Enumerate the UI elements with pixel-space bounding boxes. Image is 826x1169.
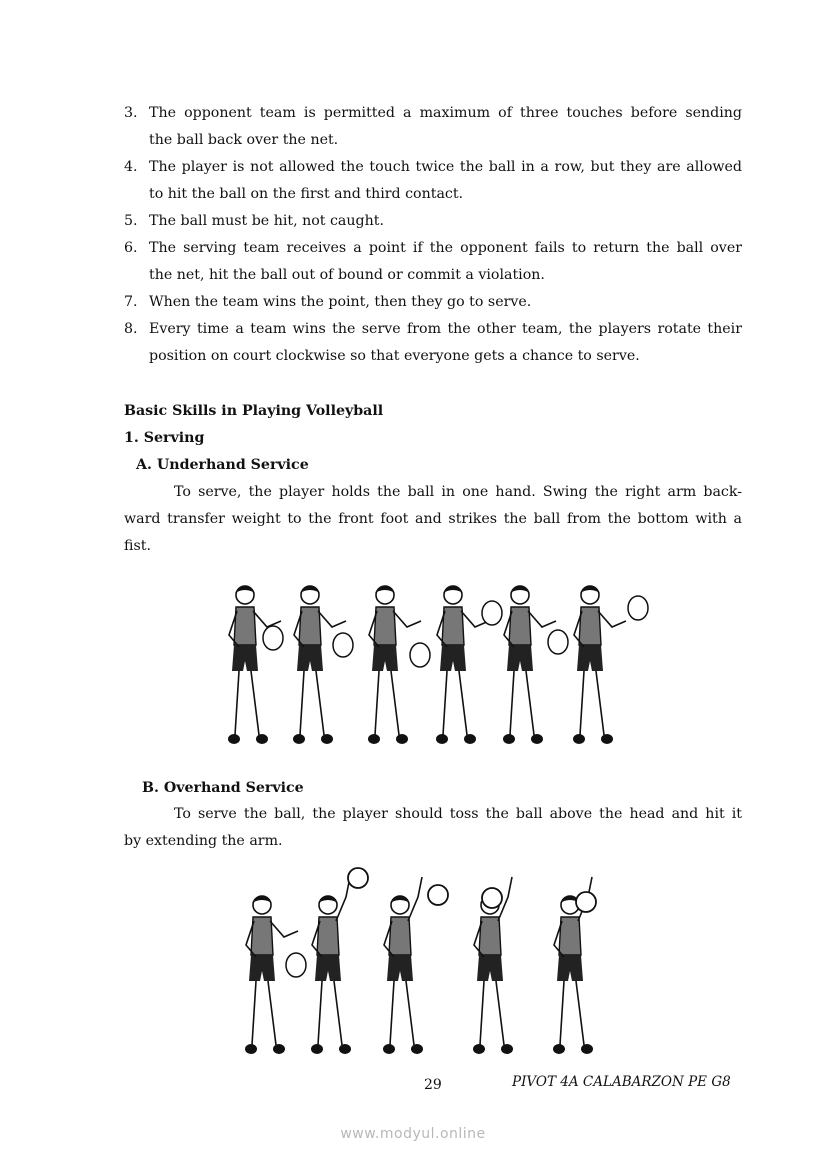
- shorts: [372, 645, 398, 671]
- rule-number: 5.: [124, 213, 138, 229]
- shorts: [232, 645, 258, 671]
- shorts: [507, 645, 533, 671]
- rule-text-line: the net, hit the ball out of bound or commit a violation.: [149, 267, 545, 283]
- shorts: [297, 645, 323, 671]
- shoe: [464, 734, 476, 744]
- shirt: [317, 917, 339, 955]
- rule-text-line: the ball back over the net.: [149, 132, 339, 148]
- shoe: [245, 1044, 257, 1054]
- shorts: [577, 645, 603, 671]
- shoe: [581, 1044, 593, 1054]
- watermark: www.modyul.online: [340, 1126, 486, 1142]
- legs: [318, 981, 342, 1045]
- volleyball: [548, 630, 568, 654]
- page-number: 29: [424, 1077, 442, 1093]
- shoe: [503, 734, 515, 744]
- player-figure: [503, 586, 568, 744]
- player-figure: [293, 586, 353, 744]
- shirt: [442, 607, 464, 645]
- shirt: [374, 607, 396, 645]
- shoe: [311, 1044, 323, 1054]
- shorts: [440, 645, 466, 671]
- arm: [253, 611, 281, 627]
- legs: [560, 981, 584, 1045]
- shoe: [501, 1044, 513, 1054]
- rule-text-line: The serving team receives a point if the opponent fails to return the ball over: [149, 240, 742, 256]
- rule-number: 8.: [124, 321, 138, 337]
- underhand-text-line-2: ward transfer weight to the front foot and strikes the ball from the bottom with a: [124, 511, 742, 527]
- arm: [528, 611, 556, 627]
- shorts: [249, 955, 275, 981]
- shirt: [251, 917, 273, 955]
- volleyball: [410, 643, 430, 667]
- underhand-text-line-3: fist.: [124, 538, 151, 554]
- rule-number: 6.: [124, 240, 138, 256]
- series-footer: PIVOT 4A CALABARZON PE G8: [512, 1074, 731, 1090]
- underhand-service-illustration: [215, 570, 655, 750]
- shirt: [299, 607, 321, 645]
- rule-text-line: position on court clockwise so that everyone gets a chance to serve.: [149, 348, 640, 364]
- shirt: [509, 607, 531, 645]
- legs: [480, 981, 504, 1045]
- volleyball: [576, 892, 596, 912]
- shirt: [479, 917, 501, 955]
- shorts: [477, 955, 503, 981]
- shoe: [396, 734, 408, 744]
- rule-number: 7.: [124, 294, 138, 310]
- rule-text-line: The player is not allowed the touch twice the ball in a row, but they are allowed: [149, 159, 742, 175]
- volleyball: [263, 626, 283, 650]
- legs: [375, 671, 399, 735]
- arm: [336, 877, 350, 921]
- shoe: [473, 1044, 485, 1054]
- legs: [443, 671, 467, 735]
- section-heading: Basic Skills in Playing Volleyball: [124, 403, 384, 419]
- shorts: [387, 955, 413, 981]
- player-figure: [228, 586, 283, 744]
- shoe: [321, 734, 333, 744]
- shirt: [559, 917, 581, 955]
- shirt: [389, 917, 411, 955]
- legs: [252, 981, 276, 1045]
- player-figure: [383, 877, 423, 1054]
- legs: [235, 671, 259, 735]
- arm: [270, 921, 298, 937]
- legs: [580, 671, 604, 735]
- shoe: [553, 1044, 565, 1054]
- rule-text-line: The ball must be hit, not caught.: [149, 213, 384, 229]
- underhand-text-line-1: To serve, the player holds the ball in one hand. Swing the right arm back-: [174, 484, 742, 500]
- player-figure: [573, 586, 648, 744]
- overhand-service-illustration: [230, 860, 630, 1065]
- volleyball: [348, 868, 368, 888]
- player-figure: [368, 586, 430, 744]
- arm: [318, 611, 346, 627]
- shoe: [436, 734, 448, 744]
- rule-number: 4.: [124, 159, 138, 175]
- legs: [510, 671, 534, 735]
- player-figure: [311, 877, 351, 1054]
- volleyball: [628, 596, 648, 620]
- overhand-text-line-2: by extending the arm.: [124, 833, 283, 849]
- arm: [393, 611, 421, 627]
- arm: [408, 877, 422, 921]
- rule-text-line: When the team wins the point, then they go to serve.: [149, 294, 532, 310]
- legs: [390, 981, 414, 1045]
- overhand-text-line-1: To serve the ball, the player should toss the ball above the head and hit it: [174, 806, 742, 822]
- shorts: [315, 955, 341, 981]
- player-figure: [436, 586, 502, 744]
- legs: [300, 671, 324, 735]
- shorts: [557, 955, 583, 981]
- overhand-heading: B. Overhand Service: [142, 780, 304, 796]
- volleyball: [482, 888, 502, 908]
- volleyball: [482, 601, 502, 625]
- shoe: [256, 734, 268, 744]
- shoe: [573, 734, 585, 744]
- rule-text-line: Every time a team wins the serve from the other team, the players rotate their: [149, 321, 742, 337]
- shoe: [383, 1044, 395, 1054]
- rule-text-line: to hit the ball on the first and third contact.: [149, 186, 464, 202]
- volleyball: [428, 885, 448, 905]
- shoe: [368, 734, 380, 744]
- shoe: [531, 734, 543, 744]
- arm: [598, 611, 626, 627]
- volleyball: [333, 633, 353, 657]
- rule-text-line: The opponent team is permitted a maximum of three touches before sending: [149, 105, 742, 121]
- shoe: [411, 1044, 423, 1054]
- rule-number: 3.: [124, 105, 138, 121]
- underhand-heading: A. Underhand Service: [136, 457, 309, 473]
- skill-heading: 1. Serving: [124, 430, 205, 446]
- shoe: [228, 734, 240, 744]
- shoe: [601, 734, 613, 744]
- shoe: [293, 734, 305, 744]
- shoe: [339, 1044, 351, 1054]
- shoe: [273, 1044, 285, 1054]
- player-figure: [245, 896, 306, 1054]
- volleyball: [286, 953, 306, 977]
- shirt: [234, 607, 256, 645]
- shirt: [579, 607, 601, 645]
